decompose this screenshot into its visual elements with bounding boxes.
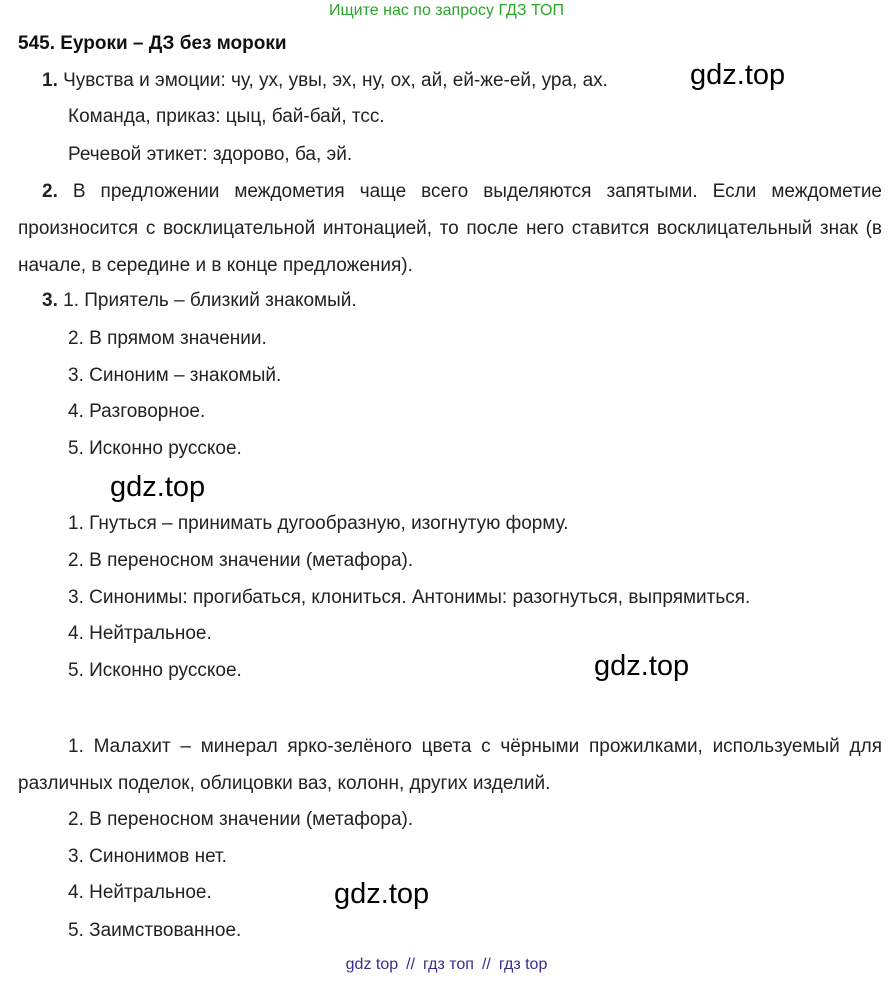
watermark: gdz.top <box>334 878 430 910</box>
watermark: gdz.top <box>594 650 690 682</box>
item2-paragraph <box>18 173 882 284</box>
item3-g2-line5: 5. Исконно русское. <box>68 660 242 681</box>
footer-link-gdz-top-mixed[interactable]: гдз top <box>498 956 548 973</box>
item3-g3-paragraph: 1. Малахит – минерал ярко-зелёного цвета с чёрными прожилками, используемый для различных поделок, облицовки ваз, колонн, других изделий. <box>18 736 882 794</box>
footer-separator: // <box>481 956 491 973</box>
item3-g1-line4: 4. Разговорное. <box>68 401 206 422</box>
item2-number: 2. <box>42 181 58 202</box>
item3-g3-line5: 5. Заимствованное. <box>68 920 242 941</box>
item3-line1 <box>42 288 357 314</box>
item3-number: 3. <box>42 290 58 311</box>
footer-separator: // <box>406 956 416 973</box>
watermark: gdz.top <box>110 471 206 503</box>
footer-link-gdz-top-ru[interactable]: гдз топ <box>423 956 474 973</box>
page-title: 545. Еуроки – ДЗ без мороки <box>18 33 287 54</box>
item3-g1-line2: 2. В прямом значении. <box>68 328 267 349</box>
item1-line1 <box>42 68 608 94</box>
item3-g2-line1: 1. Гнуться – принимать дугообразную, изогнутую форму. <box>68 513 569 534</box>
item3-g1-text1: 1. Приятель – близкий знакомый. <box>63 290 357 311</box>
item1-line3: Речевой этикет: здорово, ба, эй. <box>68 144 353 165</box>
item3-g2-line2: 2. В переносном значении (метафора). <box>68 550 414 571</box>
item2-text: В предложении междометия чаще всего выделяются запятыми. Если междометие произносится с восклицательной интонацией, то после него ставится восклицательный знак (в начале, в середине и в конце предложения). <box>18 181 882 276</box>
item3-g1-line5: 5. Исконно русское. <box>68 438 242 459</box>
item3-g3-line2: 2. В переносном значении (метафора). <box>68 809 414 830</box>
footer-links <box>0 954 893 976</box>
search-hint-banner: Ищите нас по запросу ГДЗ ТОП <box>329 2 564 19</box>
item1-number: 1. <box>42 70 58 91</box>
item1-line2: Команда, приказ: цыц, бай-бай, тсс. <box>68 106 385 127</box>
item3-g1-line3: 3. Синоним – знакомый. <box>68 365 282 386</box>
item3-g2-line3: 3. Синонимы: прогибаться, клониться. Антонимы: разогнуться, выпрямиться. <box>68 587 751 608</box>
item3-g2-line4: 4. Нейтральное. <box>68 623 212 644</box>
item3-g3-line3: 3. Синонимов нет. <box>68 846 227 867</box>
watermark: gdz.top <box>690 59 786 91</box>
footer-link-gdz-top[interactable]: gdz top <box>345 956 399 973</box>
item1-text1: Чувства и эмоции: чу, ух, увы, эх, ну, ох, ай, ей-же-ей, ура, ах. <box>63 70 608 91</box>
item3-g3-line4: 4. Нейтральное. <box>68 882 212 903</box>
